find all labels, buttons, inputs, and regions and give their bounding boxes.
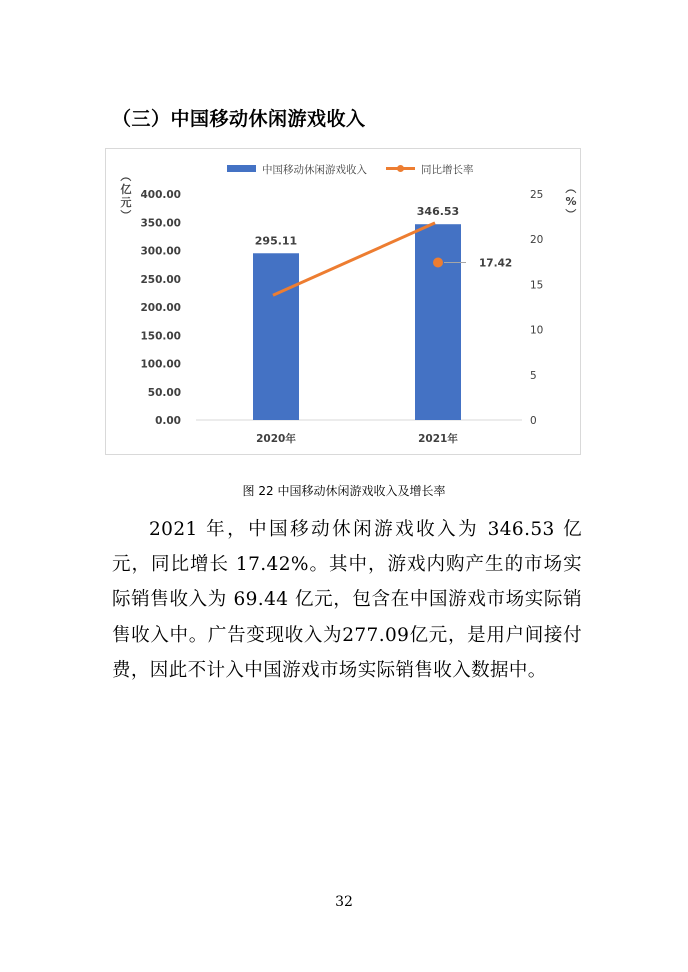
legend-bar-label: 中国移动休闲游戏收入 (262, 164, 367, 176)
axis-label-char: 亿 (120, 183, 132, 196)
right-tick-label: 25 (530, 189, 544, 201)
left-tick-label: 250.00 (140, 273, 181, 286)
x-axis-ticks (256, 432, 458, 445)
revenue-chart (105, 148, 581, 455)
left-tick-label: 200.00 (140, 302, 181, 314)
right-tick-label: 5 (530, 369, 537, 382)
bar (253, 253, 299, 420)
left-tick-label: 100.00 (140, 358, 181, 371)
chart-canvas (106, 149, 582, 456)
right-axis-ticks (530, 189, 543, 427)
axis-label-char: （ (564, 182, 577, 194)
axis-label-char: ） (119, 209, 132, 221)
right-tick-label: 0 (530, 415, 537, 427)
left-axis-ticks (140, 189, 181, 427)
right-tick-label: 10 (530, 324, 544, 337)
page-number: 32 (335, 894, 353, 910)
chart-legend (227, 163, 474, 176)
left-tick-label: 50.00 (147, 386, 181, 399)
x-tick-label: 2021年 (418, 433, 458, 445)
growth-point (433, 258, 443, 268)
right-tick-label: 15 (530, 279, 544, 292)
left-tick-label: 350.00 (140, 217, 181, 230)
axis-label-char: 元 (120, 196, 132, 209)
left-tick-label: 400.00 (140, 189, 181, 201)
legend-line-label: 同比增长率 (421, 164, 474, 176)
right-axis-label (564, 183, 577, 220)
x-tick-label: 2020年 (256, 433, 296, 445)
section-title: （三）中国移动休闲游戏收入 (112, 108, 366, 130)
bar-value-label: 346.53 (416, 205, 460, 219)
left-tick-label: 300.00 (140, 245, 181, 258)
legend-bar-swatch (227, 165, 256, 172)
axis-label-char: ） (564, 208, 577, 220)
right-tick-label: 20 (530, 234, 544, 247)
growth-value-label: 17.42 (479, 257, 513, 270)
left-tick-label: 0.00 (155, 415, 181, 427)
bar-series (253, 224, 461, 420)
left-tick-label: 150.00 (140, 330, 181, 343)
left-axis-label (119, 171, 132, 221)
body-paragraph: 2021 年，中国移动休闲游戏收入为 346.53 亿元，同比增长 17.42%。其中，游戏内购产生的市场实际销售收入为 69.44 亿元，包含在中国游戏市场实际销售收入中。广告变现收入为277.09亿元，是用户间接付费，因此不计入中国游戏市场实际销售收入数据中。 (112, 519, 582, 681)
legend-line-marker (397, 165, 404, 172)
bar (415, 224, 461, 420)
axis-label-char: % (565, 195, 577, 208)
figure-caption: 图 22 中国移动休闲游戏收入及增长率 (242, 484, 446, 498)
bar-value-label: 295.11 (254, 234, 298, 248)
axis-label-char: （ (119, 170, 132, 182)
